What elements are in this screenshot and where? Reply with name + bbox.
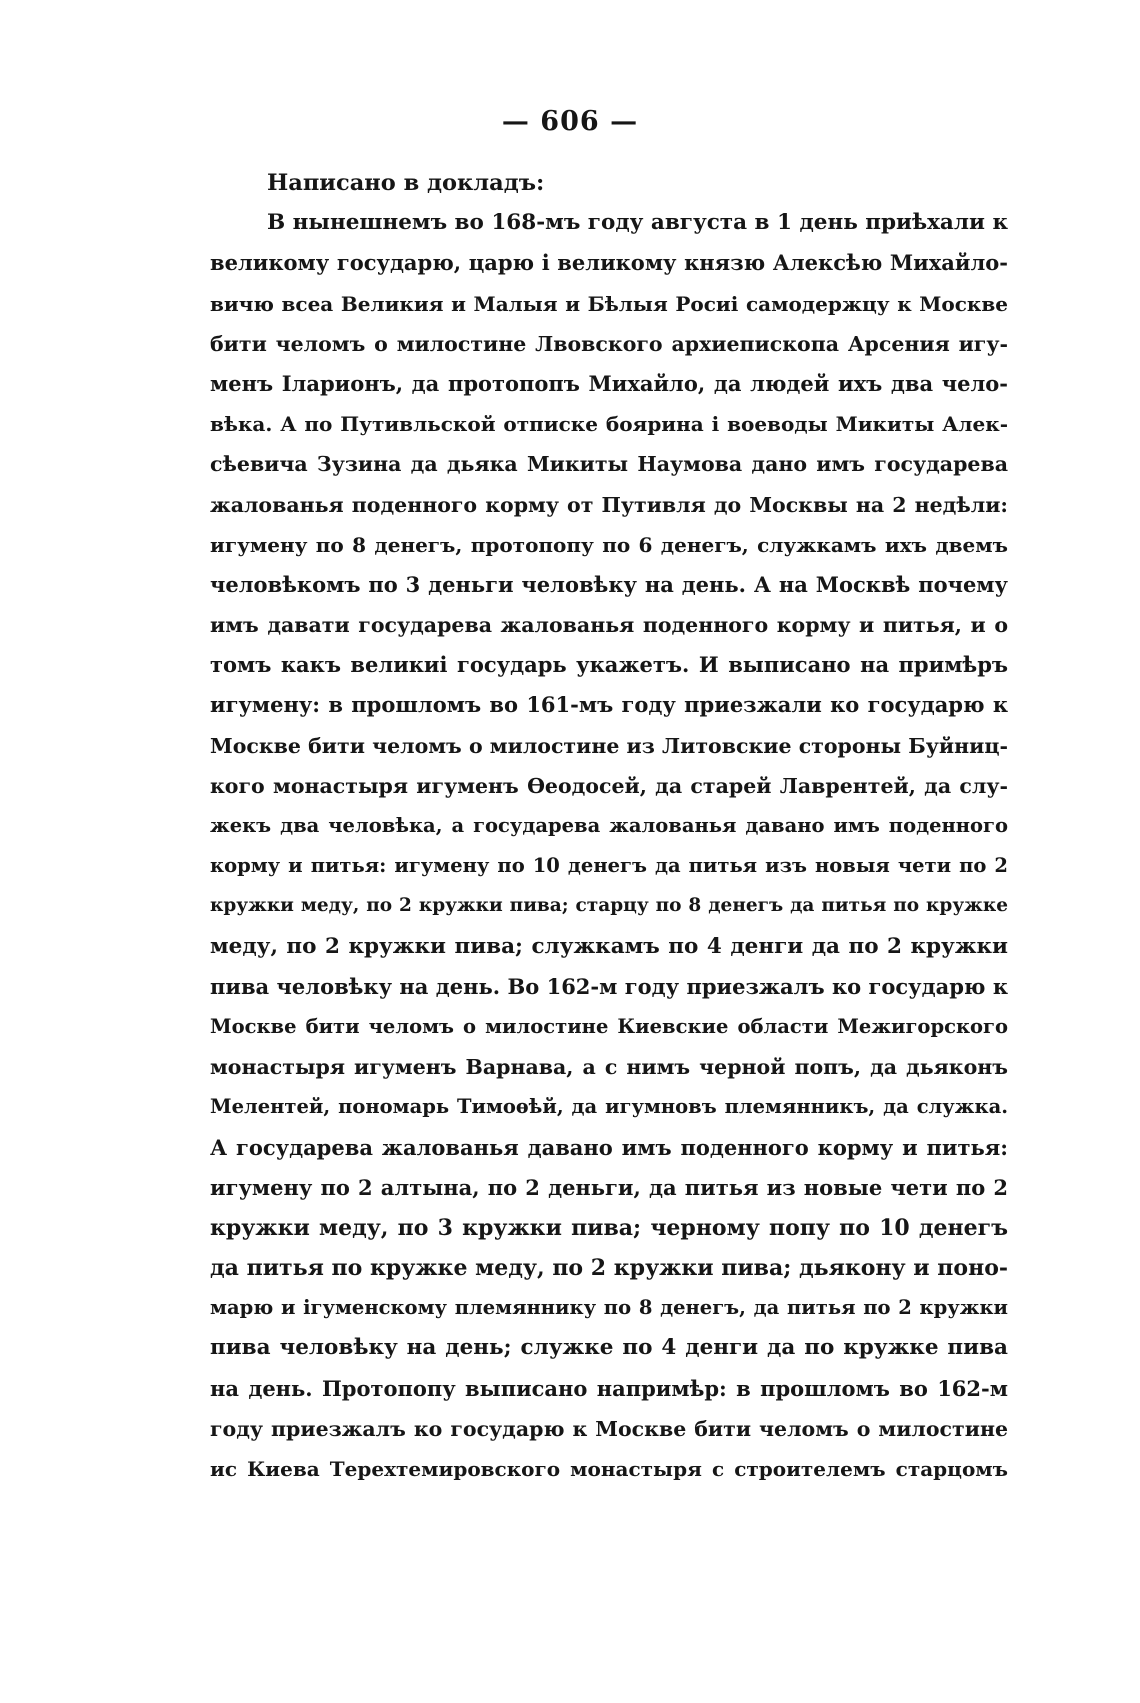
document-body	[210, 163, 1008, 1489]
text-line: монастыря игуменъ Варнава, а с нимъ черной попъ, да дьяконъ	[210, 1055, 1008, 1080]
text-line: на день. Протопопу выписано напримѣр: в прошломъ во 162-м	[210, 1375, 1008, 1401]
text-line: марю и ігуменскому племяннику по 8 денегъ, да питья по 2 кружки	[210, 1296, 1008, 1320]
text-line: да питья по кружке меду, по 2 кружки пива; дьякону и поно-	[210, 1255, 1008, 1282]
text-line: пива человѣку на день. Во 162-м году приезжалъ ко государю к	[210, 973, 1008, 999]
text-line: игумену: в прошломъ во 161-мъ году приезжали ко государю к	[210, 692, 1008, 718]
text-line: жалованья поденного корму от Путивля до Москвы на 2 недѣли:	[210, 492, 1008, 517]
text-line: Москве бити челомъ о милостине Киевские области Межигорского	[210, 1014, 1008, 1038]
text-line: корму и питья: игумену по 10 денегъ да питья изъ новыя чети по 2	[210, 854, 1008, 878]
text-line: А государева жалованья давано имъ поденного корму и питья:	[210, 1134, 1008, 1160]
text-line: В нынешнемъ во 168-мъ году августа в 1 день приѣхали к	[267, 210, 1008, 236]
text-line: кружки меду, по 3 кружки пива; черному попу по 10 денегъ	[210, 1214, 1008, 1241]
text-line: пива человѣку на день; служке по 4 денги да по кружке пива	[210, 1335, 1008, 1361]
text-line: жекъ два человѣка, а государева жалованья давано имъ поденного	[210, 814, 1008, 837]
text-line: бити челомъ о милостине Лвовского архиепископа Арсения игу-	[210, 331, 1008, 356]
text-line: имъ давати государева жалованья поденного корму и питья, и о	[210, 613, 1008, 638]
text-line: ис Киева Терехтемировского монастыря с строителемъ старцомъ	[210, 1457, 1008, 1481]
text-line: кого монастыря игуменъ Ѳеодосей, да старей Лаврентей, да слу-	[210, 773, 1008, 798]
text-line: сѣевича Зузина да дьяка Микиты Наумова дано имъ государева	[210, 452, 1008, 477]
text-line: году приезжалъ ко государю к Москве бити челомъ о милостине	[210, 1416, 1008, 1441]
text-line: меду, по 2 кружки пива; служкамъ по 4 денги да по 2 кружки	[210, 933, 1008, 959]
text-line: менъ Іларионъ, да протопопъ Михайло, да людей ихъ два чело-	[210, 370, 1008, 396]
page-number: — 606 —	[501, 106, 639, 137]
text-line: Мелентей, пономарь Тимоѳѣй, да игумновъ племянникъ, да служка.	[210, 1095, 1008, 1119]
text-line: вичю всеа Великия и Малыя и Бѣлыя Росиі самодержцу к Москве	[210, 291, 1008, 316]
text-line: кружки меду, по 2 кружки пива; старцу по 8 денегъ да питья по кружке	[210, 895, 1008, 917]
text-line: игумену по 2 алтына, по 2 деньги, да питья из новые чети по 2	[210, 1174, 1008, 1200]
text-line: человѣкомъ по 3 деньги человѣку на день. А на Москвѣ почему	[210, 571, 1008, 597]
text-line: великому государю, царю і великому князю Алексѣю Михайло-	[210, 250, 1008, 276]
text-line: томъ какъ великиі государь укажетъ. И выписано на примѣръ	[210, 652, 1008, 678]
text-line: игумену по 8 денегъ, протопопу по 6 денегъ, служкамъ ихъ двемъ	[210, 532, 1008, 557]
report-heading: Написано в докладъ:	[267, 170, 545, 196]
text-line: Москве бити челомъ о милостине из Литовские стороны Буйниц-	[210, 733, 1008, 758]
text-line: вѣка. А по Путивльской отписке боярина і воеводы Микиты Алек-	[210, 412, 1008, 437]
